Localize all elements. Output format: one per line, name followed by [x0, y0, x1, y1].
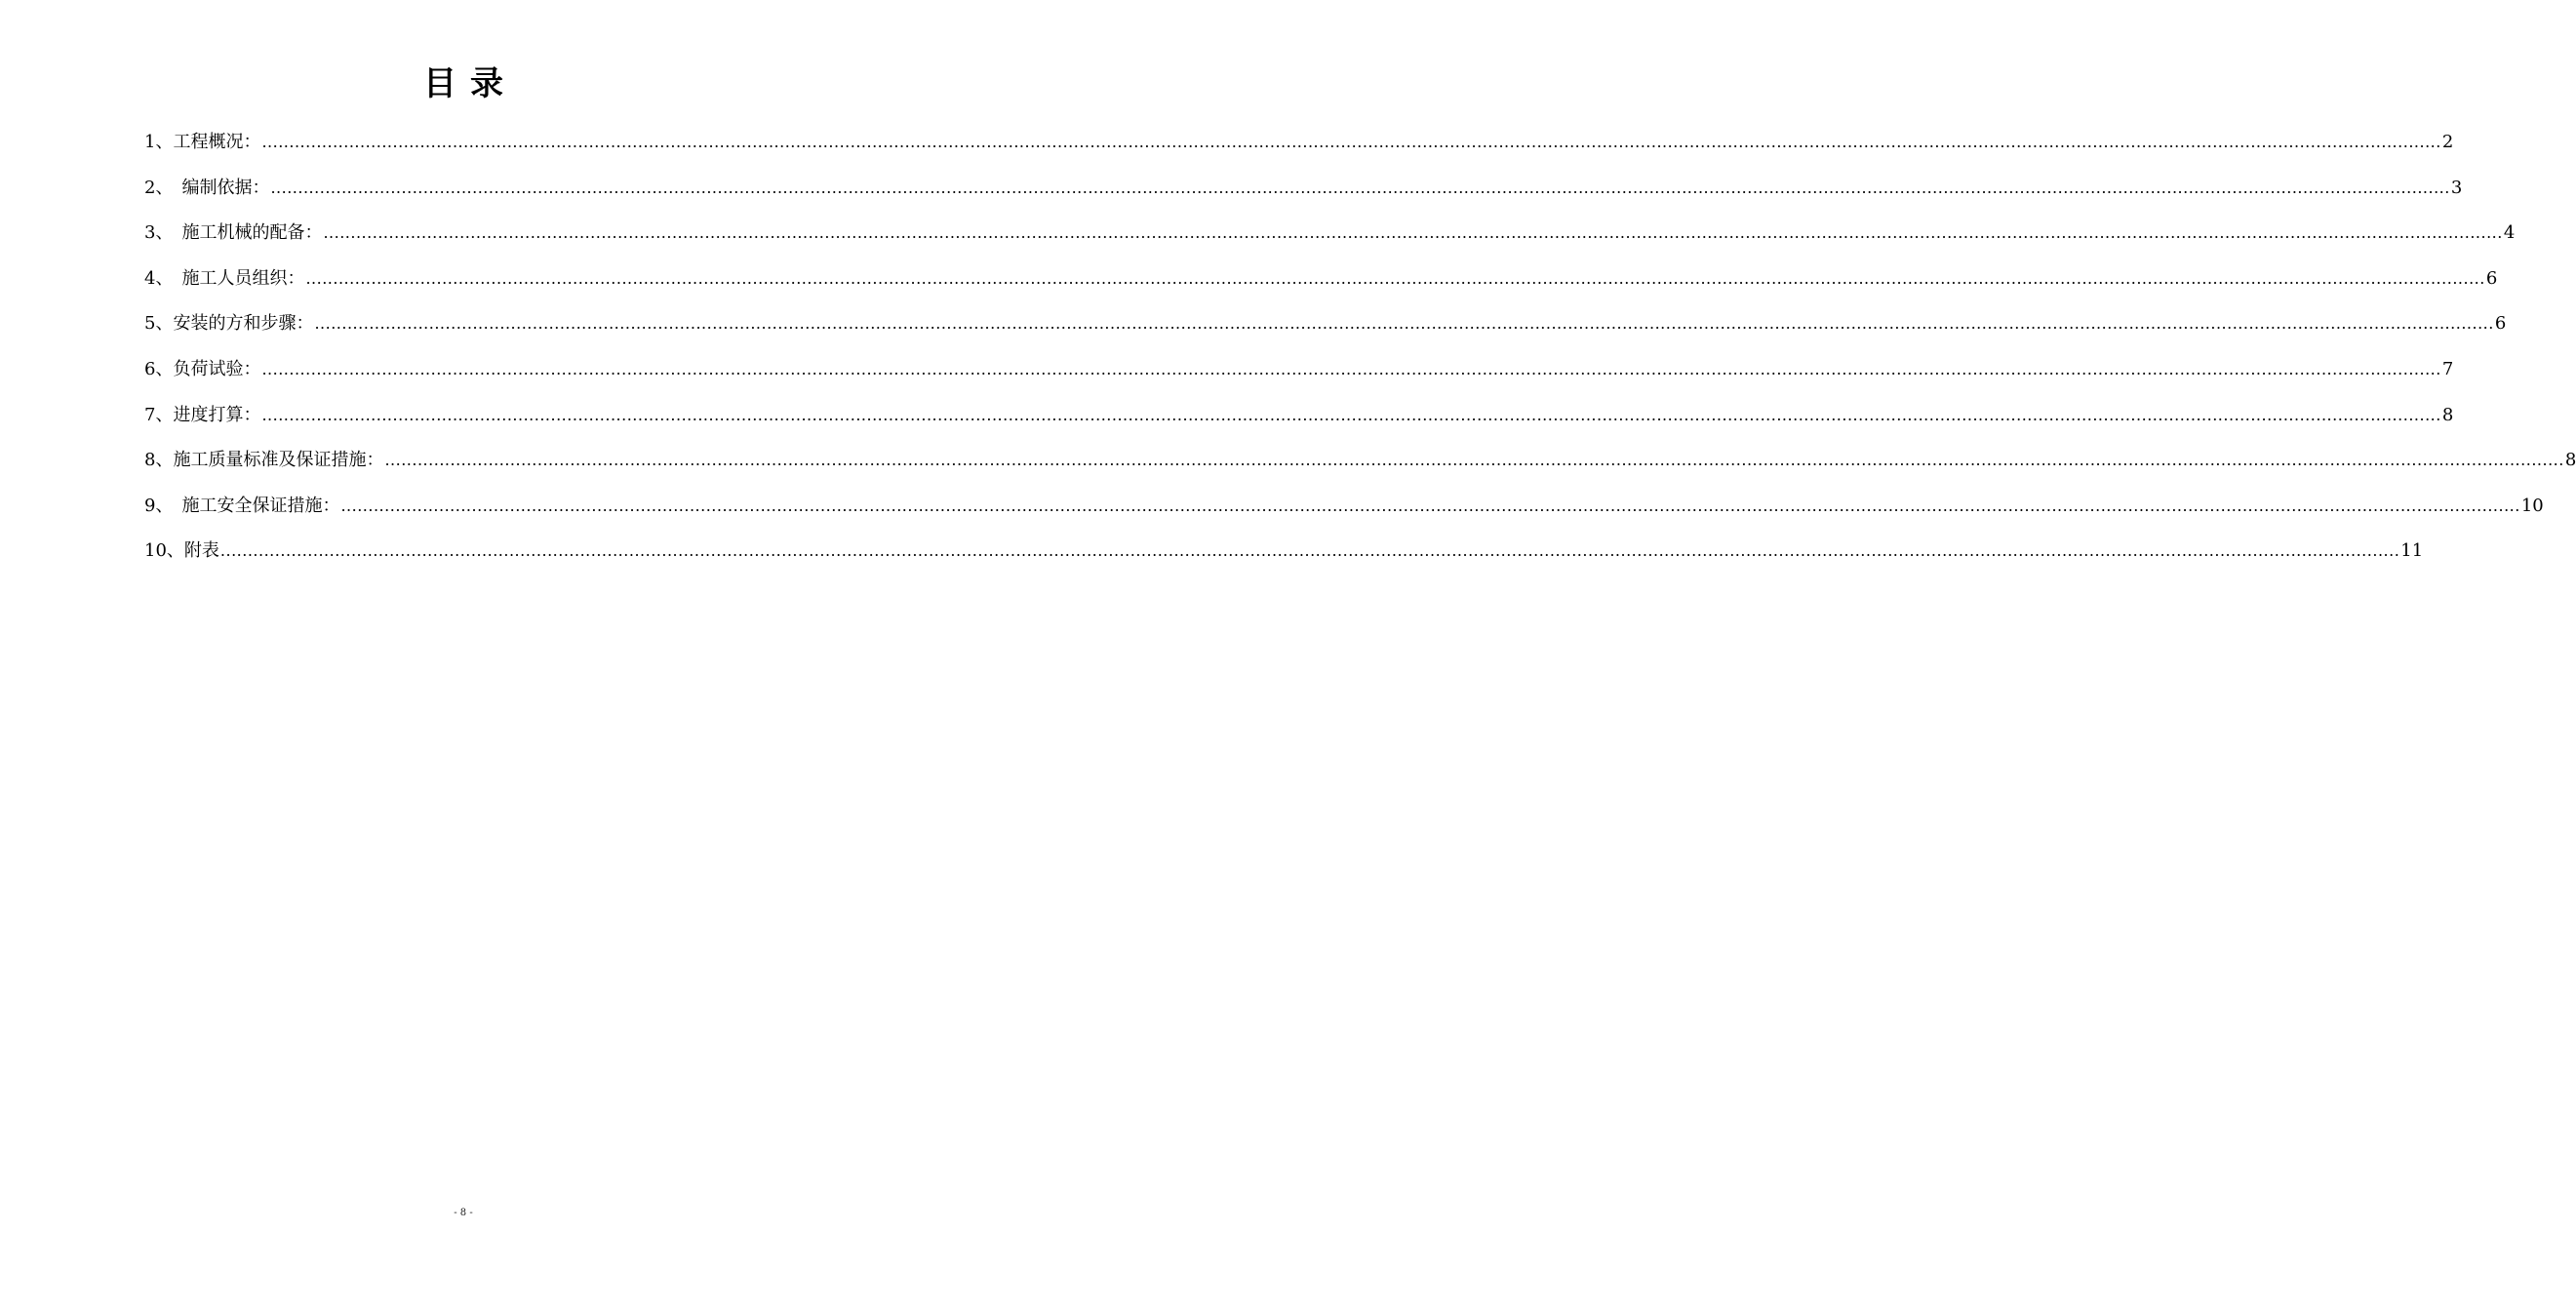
- toc-entry[interactable]: [144, 445, 2576, 491]
- toc-entry[interactable]: [144, 263, 2498, 309]
- toc-entry-page: 3: [2450, 177, 2463, 198]
- page-number-footer: - 8 -: [454, 1208, 473, 1218]
- toc-entry-label: 3、 施工机械的配备：: [144, 222, 323, 244]
- page-title: 目录: [423, 64, 517, 103]
- toc-entry-label: 9、 施工安全保证措施：: [144, 495, 340, 516]
- toc-entry-page: 11: [2400, 540, 2424, 562]
- toc-entry-label: 8、施工质量标准及保证措施：: [144, 450, 384, 471]
- toc-leader-dots: ................................................................................................................................................................................................................................................................................................................................................................................................................: [270, 178, 2450, 197]
- toc-entry-page: 4: [2503, 222, 2516, 244]
- toc-entry[interactable]: [144, 127, 2454, 173]
- toc-leader-dots: ................................................................................................................................................................................................................................................................................................................................................................................................................: [261, 133, 2441, 151]
- toc-entry-page: 6: [2494, 313, 2507, 335]
- toc-entry[interactable]: [144, 218, 2516, 263]
- toc-entry-label: 10、附表: [144, 540, 219, 562]
- toc-entry-page: 7: [2441, 358, 2454, 379]
- toc-entry-label: 1、工程概况：: [144, 132, 261, 152]
- toc-entry-label: 6、负荷试验：: [144, 358, 261, 379]
- toc-entry-page: 10: [2520, 495, 2544, 516]
- toc-entry-page: 6: [2485, 267, 2498, 289]
- toc-leader-dots: ................................................................................................................................................................................................................................................................................................................................................................................................................: [261, 405, 2441, 424]
- toc-entry-label: 4、 施工人员组织：: [144, 267, 305, 289]
- toc-entry[interactable]: [144, 354, 2454, 400]
- toc-leader-dots: ................................................................................................................................................................................................................................................................................................................................................................................................................: [384, 451, 2564, 470]
- toc-entry-page: 8: [2564, 450, 2576, 471]
- toc-leader-dots: ................................................................................................................................................................................................................................................................................................................................................................................................................: [314, 314, 2494, 334]
- table-of-contents: [144, 127, 2576, 581]
- toc-leader-dots: ................................................................................................................................................................................................................................................................................................................................................................................................................: [261, 359, 2441, 378]
- toc-leader-dots: ................................................................................................................................................................................................................................................................................................................................................................................................................: [323, 223, 2503, 243]
- toc-entry[interactable]: [144, 173, 2463, 218]
- toc-leader-dots: ................................................................................................................................................................................................................................................................................................................................................................................................................: [340, 496, 2520, 515]
- toc-entry-label: 5、安装的方和步骤：: [144, 313, 314, 335]
- toc-entry[interactable]: [144, 400, 2454, 446]
- toc-leader-dots: ................................................................................................................................................................................................................................................................................................................................................................................................................: [305, 268, 2485, 288]
- toc-entry-label: 7、进度打算：: [144, 404, 261, 425]
- toc-entry-label: 2、 编制依据：: [144, 177, 270, 198]
- toc-entry-page: 2: [2441, 132, 2454, 152]
- toc-leader-dots: ................................................................................................................................................................................................................................................................................................................................................................................................................: [219, 541, 2400, 561]
- toc-entry[interactable]: [144, 491, 2544, 536]
- toc-entry[interactable]: [144, 536, 2424, 581]
- toc-entry-page: 8: [2441, 404, 2454, 425]
- toc-entry[interactable]: [144, 308, 2507, 354]
